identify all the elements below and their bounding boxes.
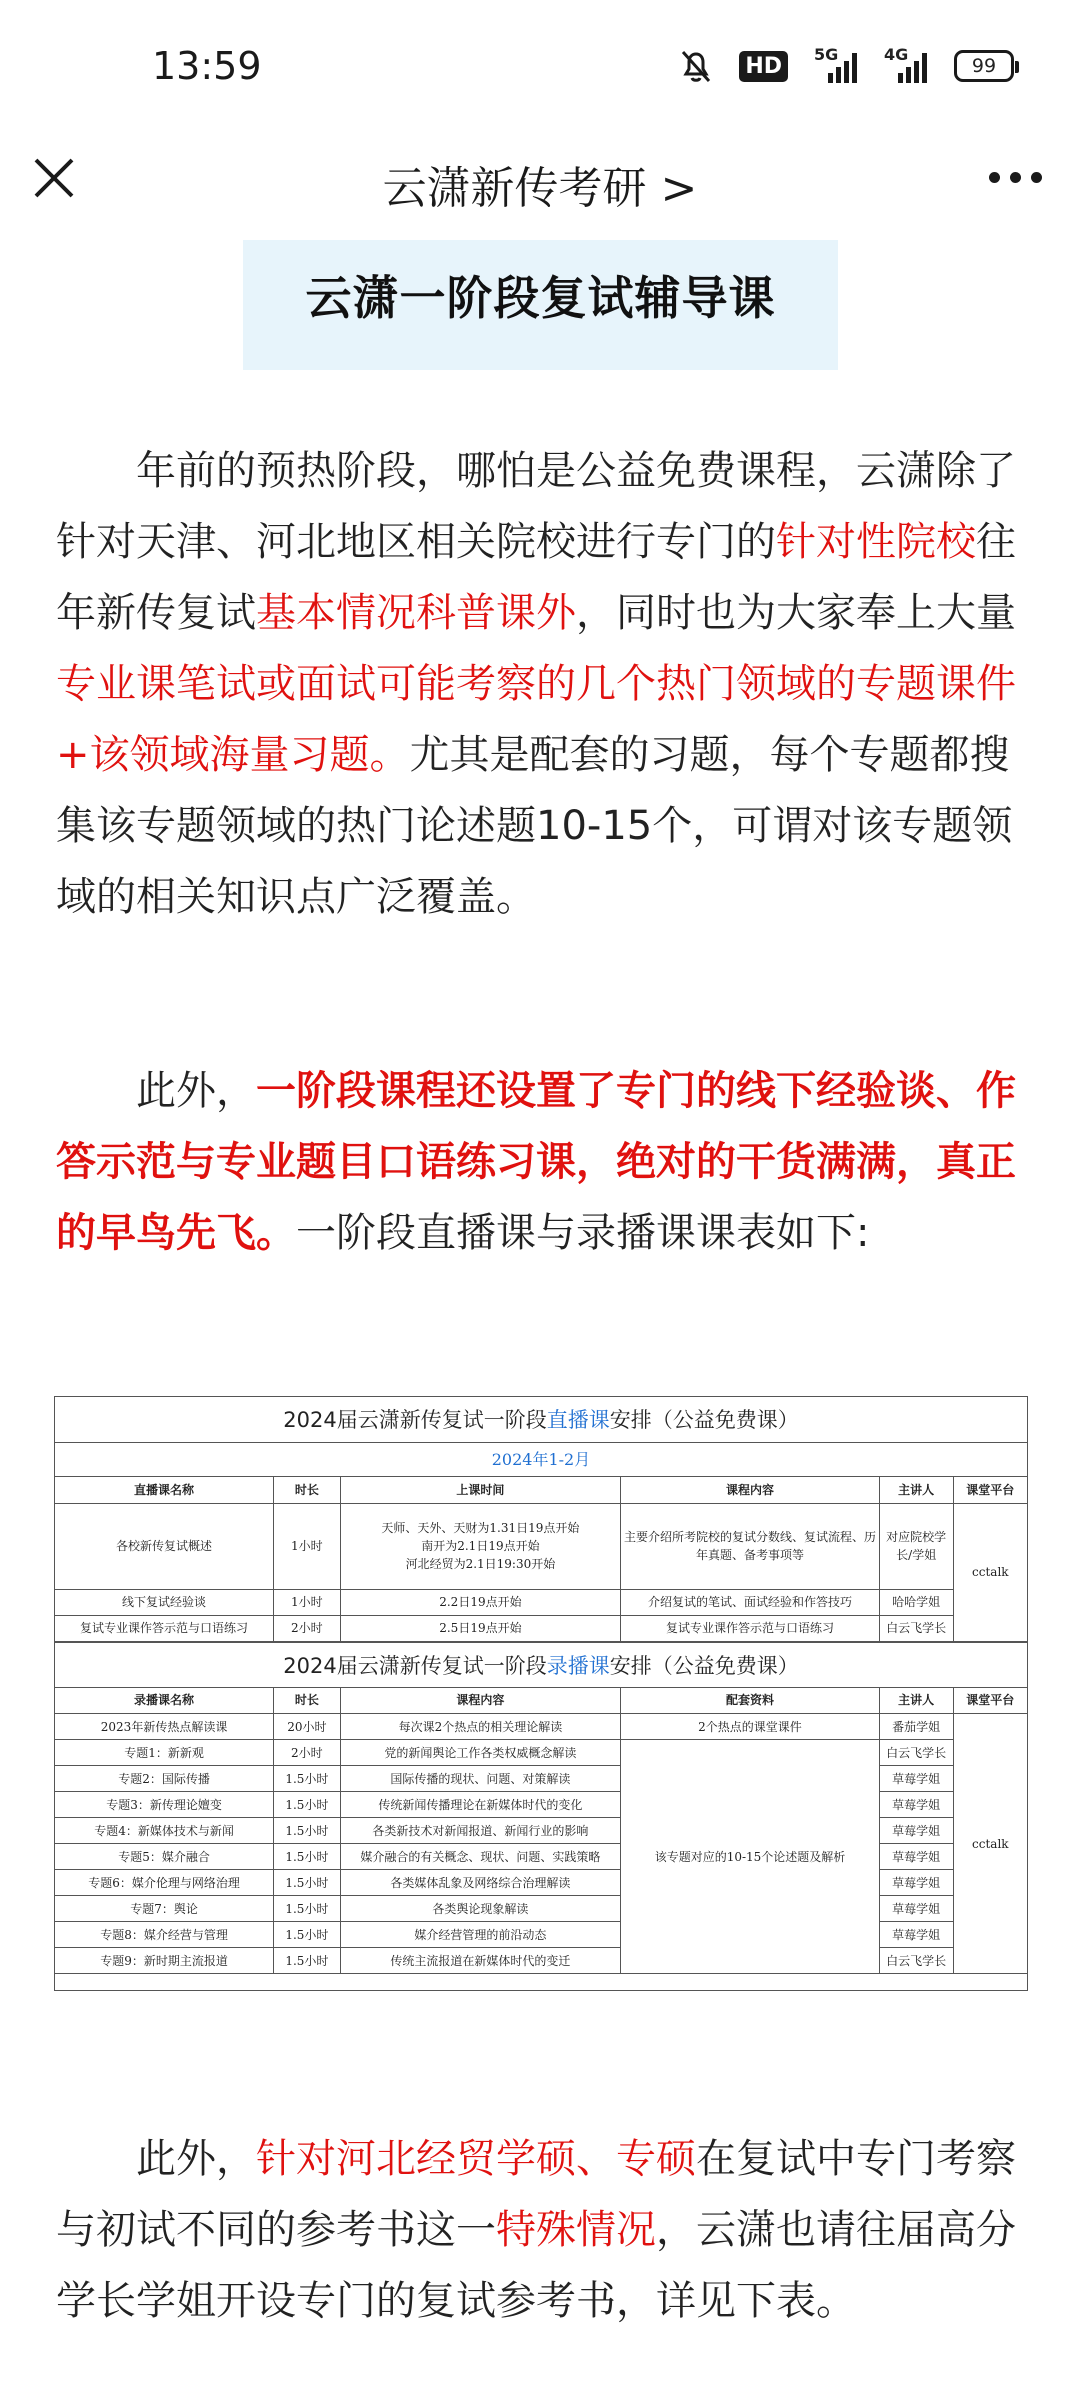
highlight-span: 针对河北经贸学硕、专硕 (256, 2136, 696, 2182)
text-span: 尤其是配套的习题，每个专题都搜集该专题领域的热门论述题10-15个，可谓对该专题领域的相关知识点广泛覆盖。 (56, 732, 1013, 920)
text-span: 往年新传复试 (56, 519, 1016, 636)
table-header: 时长 (274, 1477, 340, 1503)
table-header: 时长 (274, 1688, 340, 1714)
text-span: 此外， (136, 1068, 256, 1114)
hd-voice-icon: HD (739, 51, 788, 82)
table-row: 线下复试经验谈 1小时 2.2日19点开始 介绍复试的笔试、面试经验和作答技巧 哈哈学姐 (55, 1589, 1027, 1615)
live-table-title: 2024届云潇新传复试一阶段直播课安排（公益免费课） (55, 1397, 1027, 1443)
status-icons (679, 45, 1014, 84)
signal-5g-icon: 5G (814, 49, 858, 83)
highlight-span: 专业课笔试或面试可能考察的几个热门领域的专题课件+该领域海量习题。 (56, 661, 1016, 778)
text-span: 一阶段直播课与录播课课表如下: (296, 1210, 870, 1256)
more-options-icon[interactable] (989, 172, 1042, 183)
account-title-link[interactable]: 云潇新传考研 > (382, 163, 698, 214)
table-header: 上课时间 (340, 1477, 621, 1503)
section-header (243, 240, 838, 370)
text-span: 年前的预热阶段，哪怕是公益免费课程，云潇除了针对天津、河北地区相关院校进行专门的 (56, 448, 1016, 565)
highlight-span: 特殊情况 (496, 2207, 656, 2253)
recorded-table-title: 2024届云潇新传复试一阶段录播课安排（公益免费课） (55, 1642, 1027, 1688)
table-row: 专题6：媒介伦理与网络治理 1.5小时 各类媒体乱象及网络综合治理解读 草莓学姐 (55, 1870, 1027, 1896)
text-span: ，云潇也请往届高分学长学姐开设专门的复试参考书，详见下表。 (56, 2207, 1016, 2324)
schedule-tables (54, 1396, 1028, 1991)
live-course-table (55, 1477, 1027, 1642)
battery-icon: 99 (954, 50, 1014, 82)
mute-bell-icon (679, 48, 713, 84)
highlight-span: 一阶段课程还设置了专门的线下经验谈、作答示范与专业题目口语练习课，绝对的干货满满，真正的早鸟先飞。 (56, 1068, 1016, 1256)
table-header: 课程内容 (621, 1477, 880, 1503)
table-header: 配套资料 (621, 1688, 880, 1714)
table-header: 课程内容 (340, 1688, 621, 1714)
status-bar (0, 0, 1080, 130)
table-row: 专题1：新新观 2小时 党的新闻舆论工作各类权威概念解读 该专题对应的10-15个论述题及解析 白云飞学长 (55, 1740, 1027, 1766)
paragraph-intro (56, 436, 1026, 933)
table-header: 课堂平台 (953, 1688, 1027, 1714)
table-row: 复试专业课作答示范与口语练习 2小时 2.5日19点开始 复试专业课作答示范与口语练习 白云飞学长 (55, 1615, 1027, 1641)
table-row: 专题7：舆论 1.5小时 各类舆论现象解读 草莓学姐 (55, 1896, 1027, 1922)
status-time: 13:59 (152, 44, 262, 88)
table-row: 2023年新传热点解读课 20小时 每次课2个热点的相关理论解读 2个热点的课堂课件 番茄学姐 cctalk (55, 1714, 1027, 1740)
paragraph-extra-courses (56, 1056, 1026, 1269)
table-row: 专题9：新时期主流报道 1.5小时 传统主流报道在新媒体时代的变迁 白云飞学长 (55, 1948, 1027, 1974)
table-row: 专题3：新传理论嬗变 1.5小时 传统新闻传播理论在新媒体时代的变化 草莓学姐 (55, 1792, 1027, 1818)
table-row: 专题5：媒介融合 1.5小时 媒介融合的有关概念、现状、问题、实践策略 草莓学姐 (55, 1844, 1027, 1870)
text-span: ，同时也为大家奉上大量 (576, 590, 1016, 636)
table-header: 主讲人 (879, 1688, 953, 1714)
text-span: 此外， (136, 2136, 256, 2182)
table-row: 各校新传复试概述 1小时 天师、天外、天财为1.31日19点开始 南开为2.1日19点开始 河北经贸为2.1日19:30开始 主要介绍所考院校的复试分数线、复试流程、历年真题、备考事项等 对应院校学长/学姐 cctalk (55, 1503, 1027, 1589)
live-table-month: 2024年1-2月 (55, 1443, 1027, 1477)
table-row: 专题2：国际传播 1.5小时 国际传播的现状、问题、对策解读 草莓学姐 (55, 1766, 1027, 1792)
nav-bar (0, 130, 1080, 240)
signal-4g-icon: 4G (884, 49, 928, 83)
table-header: 直播课名称 (55, 1477, 274, 1503)
paragraph-hebei-books (56, 2124, 1026, 2337)
table-header: 主讲人 (879, 1477, 953, 1503)
table-header: 课堂平台 (953, 1477, 1027, 1503)
highlight-span: 基本情况科普课外 (256, 590, 576, 636)
table-header: 录播课名称 (55, 1688, 274, 1714)
section-title: 云潇一阶段复试辅导课 (305, 271, 776, 325)
text-span: 在复试中专门考察与初试不同的参考书这一 (56, 2136, 1016, 2253)
recorded-course-table (55, 1688, 1027, 1975)
highlight-span: 针对性院校 (776, 519, 976, 565)
table-row: 专题8：媒介经营与管理 1.5小时 媒介经营管理的前沿动态 草莓学姐 (55, 1922, 1027, 1948)
table-row: 专题4：新媒体技术与新闻 1.5小时 各类新技术对新闻报道、新闻行业的影响 草莓学姐 (55, 1818, 1027, 1844)
